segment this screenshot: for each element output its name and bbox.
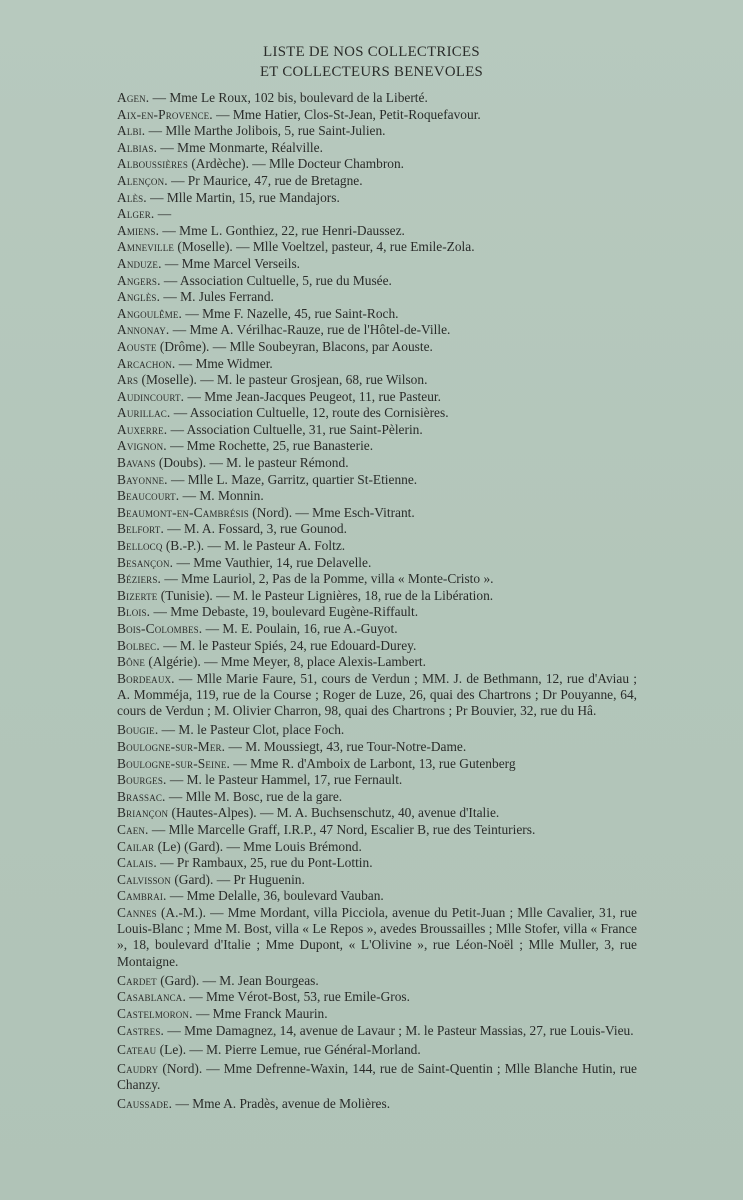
entry-text: — xyxy=(154,206,172,222)
entry-city: Bourges. xyxy=(117,772,167,788)
entry-city: Bois-Colombes. xyxy=(117,621,203,636)
list-item xyxy=(117,671,637,720)
entry-text: — M. Jules Ferrand. xyxy=(160,289,274,305)
entry-text: — Mlle Martin, 15, rue Mandajors. xyxy=(146,189,340,205)
list-item xyxy=(117,1006,637,1022)
entry-city: Calais. xyxy=(117,855,157,871)
entry-text: — Mme Lauriol, 2, Pas de la Pomme, villa « Monte-Cristo ». xyxy=(160,571,494,587)
entry-city: Bordeaux. xyxy=(117,670,175,686)
entry-city: Besançon. xyxy=(117,554,174,570)
entry-text: — Mme Vérot-Bost, 53, rue Emile-Gros. xyxy=(185,989,410,1005)
list-item xyxy=(117,306,637,322)
entry-text: (Moselle). — Mlle Voeltzel, pasteur, 4, rue Emile-Zola. xyxy=(174,239,475,255)
list-item xyxy=(117,621,637,637)
entry-city: Bellocq xyxy=(117,538,163,554)
list-item xyxy=(117,356,637,372)
list-item xyxy=(117,405,637,421)
entry-text: — Mme Rochette, 25, rue Banasterie. xyxy=(166,438,374,454)
entry-city: Annonay. xyxy=(117,322,170,338)
list-item xyxy=(117,206,637,222)
entry-text: (Drôme). — Mlle Soubeyran, Blacons, par Aouste. xyxy=(156,338,433,354)
entry-text: (Gard). — M. Jean Bourgeas. xyxy=(156,972,319,988)
list-item xyxy=(117,339,637,355)
list-item xyxy=(117,455,637,471)
page-title xyxy=(0,42,743,82)
entry-city: Belfort. xyxy=(117,521,164,537)
entry-text: (A.-M.). — Mme Mordant, villa Picciola, avenue du Petit-Juan ; Mlle Cavalier, 31, rue Louis-Blanc ; Mme M. Bost, villa « Le Repos », avedes Broussailles ; Mlle Stofer, villa « France », 18, boulevard d'Italie ; Mme Dupont, « L'Olivine », rue Léon-Noël ; Mlle Muller, 3, rue Montaigne. xyxy=(117,904,637,969)
entry-text: — M. le Pasteur Hammel, 17, rue Fernault. xyxy=(166,772,403,788)
entry-text: — Mme Vauthier, 14, rue Delavelle. xyxy=(173,554,372,570)
list-item xyxy=(117,805,637,821)
title-line-1: LISTE DE NOS COLLECTRICES xyxy=(263,44,480,60)
entry-text: — Mme Jean-Jacques Peugeot, 11, rue Pasteur. xyxy=(184,388,441,404)
entry-city: Bolbec. xyxy=(117,637,160,653)
entry-city: Angoulême. xyxy=(117,305,183,321)
entry-city: Caudry xyxy=(117,1060,159,1076)
entry-city: Agen. xyxy=(117,90,150,105)
entry-text: — Association Cultuelle, 5, rue du Musée. xyxy=(160,272,392,288)
list-item xyxy=(117,1061,637,1093)
entry-text: (Algérie). — Mme Meyer, 8, place Alexis-Lambert. xyxy=(145,654,426,670)
entry-city: Alès. xyxy=(117,189,147,205)
entry-text: (Gard). — Pr Huguenin. xyxy=(170,871,305,887)
entry-city: Angers. xyxy=(117,272,161,288)
entry-city: Cailar xyxy=(117,838,155,854)
list-item xyxy=(117,638,637,654)
entry-city: Briançon xyxy=(117,805,169,821)
entry-text: (Doubs). — M. le pasteur Rémond. xyxy=(155,455,349,471)
list-item xyxy=(117,1042,637,1058)
list-item xyxy=(117,256,637,272)
collector-list xyxy=(117,90,637,1113)
entry-city: Boulogne-sur-Seine. xyxy=(117,755,230,771)
list-item xyxy=(117,239,637,255)
list-item xyxy=(117,289,637,305)
entry-text: — Association Cultuelle, 31, rue Saint-Pèlerin. xyxy=(167,421,423,437)
entry-text: — M. A. Fossard, 3, rue Gounod. xyxy=(163,521,347,537)
entry-city: Anduze. xyxy=(117,255,162,271)
entry-text: — M. Moussiegt, 43, rue Tour-Notre-Dame. xyxy=(225,738,467,754)
entry-text: — Pr Maurice, 47, rue de Bretagne. xyxy=(167,172,363,188)
entry-city: Alençon. xyxy=(117,172,168,188)
list-item xyxy=(117,973,637,989)
entry-city: Arcachon. xyxy=(117,355,176,371)
list-item xyxy=(117,488,637,504)
list-item xyxy=(117,855,637,871)
list-item xyxy=(117,372,637,388)
entry-city: Castelmoron. xyxy=(117,1005,193,1021)
list-item xyxy=(117,123,637,139)
entry-city: Bône xyxy=(117,654,146,670)
list-item xyxy=(117,654,637,670)
entry-city: Beaumont-en-Cambrésis xyxy=(117,504,249,520)
list-item xyxy=(117,107,637,123)
entry-text: — Mme L. Gonthiez, 22, rue Henri-Daussez. xyxy=(159,222,405,238)
entry-text: — Mlle Marcelle Graff, I.R.P., 47 Nord, Escalier B, rue des Teinturiers. xyxy=(148,821,536,837)
entry-text: — M. Monnin. xyxy=(179,488,264,504)
entry-city: Albi. xyxy=(117,123,146,139)
entry-text: — Mme A. Pradès, avenue de Molières. xyxy=(172,1096,391,1112)
entry-text: — Pr Rambaux, 25, rue du Pont-Lottin. xyxy=(156,855,373,871)
title-line-2: ET COLLECTEURS BENEVOLES xyxy=(259,64,484,80)
entry-text: — Association Cultuelle, 12, route des Cornisières. xyxy=(170,405,449,421)
list-item xyxy=(117,756,637,772)
entry-text: — Mme Marcel Verseils. xyxy=(161,255,301,271)
entry-text: — Mme Franck Maurin. xyxy=(192,1005,328,1021)
entry-city: Alger. xyxy=(117,206,155,222)
entry-city: Audincourt. xyxy=(117,388,185,404)
entry-city: Calvisson xyxy=(117,871,171,887)
entry-city: Beaucourt. xyxy=(117,488,180,504)
list-item xyxy=(117,422,637,438)
entry-text: — Mme Monmarte, Réalville. xyxy=(157,139,323,155)
entry-city: Cannes xyxy=(117,904,157,920)
list-item xyxy=(117,989,637,1005)
entry-text: — Mme Widmer. xyxy=(175,355,273,371)
entry-city: Béziers. xyxy=(117,571,161,587)
entry-text: — M. le Pasteur Clot, place Foch. xyxy=(158,722,345,738)
entry-text: (Hautes-Alpes). — M. A. Buchsenschutz, 40, avenue d'Italie. xyxy=(168,805,500,821)
entry-city: Brassac. xyxy=(117,788,166,804)
list-item xyxy=(117,822,637,838)
entry-text: (Nord). — Mme Defrenne-Waxin, 144, rue de Saint-Quentin ; Mlle Blanche Hutin, rue Chanzy. xyxy=(117,1060,637,1093)
list-item xyxy=(117,555,637,571)
entry-text: — Mme Damagnez, 14, avenue de Lavaur ; M. le Pasteur Massias, 27, rue Louis-Vieu. xyxy=(164,1022,634,1038)
entry-text: — Mme Debaste, 19, boulevard Eugène-Riffault. xyxy=(150,604,419,620)
list-item xyxy=(117,905,637,970)
entry-text: (Tunisie). — M. le Pasteur Lignières, 18, rue de la Libération. xyxy=(157,587,494,603)
entry-text: (Nord). — Mme Esch-Vitrant. xyxy=(248,504,415,520)
entry-text: — Mme Delalle, 36, boulevard Vauban. xyxy=(166,888,384,904)
entry-text: — Mlle M. Bosc, rue de la gare. xyxy=(165,788,343,804)
entry-city: Bavans xyxy=(117,455,156,471)
list-item xyxy=(117,789,637,805)
list-item xyxy=(117,571,637,587)
entry-city: Aix-en-Provence. xyxy=(117,106,213,122)
list-item xyxy=(117,839,637,855)
entry-text: — Mlle L. Maze, Garritz, quartier St-Etienne. xyxy=(167,471,418,487)
entry-text: — Mme R. d'Amboix de Larbont, 13, rue Gutenberg xyxy=(230,755,516,771)
list-item xyxy=(117,140,637,156)
entry-city: Cateau xyxy=(117,1041,157,1057)
entry-city: Anglès. xyxy=(117,289,161,305)
entry-text: — Mme F. Nazelle, 45, rue Saint-Roch. xyxy=(182,305,399,321)
entry-city: Amiens. xyxy=(117,222,160,238)
entry-city: Casablanca. xyxy=(117,989,186,1005)
list-item xyxy=(117,173,637,189)
entry-city: Caussade. xyxy=(117,1096,173,1112)
list-item xyxy=(117,888,637,904)
entry-city: Ars xyxy=(117,372,139,388)
entry-city: Amneville xyxy=(117,239,175,255)
entry-city: Cardet xyxy=(117,972,157,988)
entry-text: — Mlle Marthe Jolibois, 5, rue Saint-Julien. xyxy=(145,123,386,139)
entry-text: — Mlle Marie Faure, 51, cours de Verdun ; MM. J. de Bethmann, 12, rue d'Aviau ; A. Momméja, 119, rue de la Course ; Roger de Luze, 26, quai des Chartrons ; Dr Pouyanne, 64, cours de Verdun ; M. Olivier Charron, 98, quai des Chartrons ; Pr Bouvier, 32, rue du Hâ. xyxy=(117,670,637,719)
list-item xyxy=(117,156,637,172)
entry-city: Bougie. xyxy=(117,722,159,738)
entry-text: (Le) (Gard). — Mme Louis Brémond. xyxy=(154,838,362,854)
entry-city: Caen. xyxy=(117,821,149,837)
list-item xyxy=(117,223,637,239)
list-item xyxy=(117,588,637,604)
entry-city: Aouste xyxy=(117,338,157,354)
entry-city: Bizerte xyxy=(117,587,158,603)
list-item xyxy=(117,772,637,788)
entry-city: Aurillac. xyxy=(117,405,171,421)
entry-text: (Ardèche). — Mlle Docteur Chambron. xyxy=(187,156,405,172)
entry-text: (B.-P.). — M. le Pasteur A. Foltz. xyxy=(162,538,346,554)
list-item xyxy=(117,1023,637,1039)
entry-city: Bayonne. xyxy=(117,471,168,487)
list-item xyxy=(117,505,637,521)
entry-city: Castres. xyxy=(117,1022,164,1038)
entry-text: — M. E. Poulain, 16, rue A.-Guyot. xyxy=(202,621,398,636)
entry-text: — Mme Le Roux, 102 bis, boulevard de la Liberté. xyxy=(149,90,428,105)
entry-text: — Mme A. Vérilhac-Rauze, rue de l'Hôtel-de-Ville. xyxy=(169,322,451,338)
list-item xyxy=(117,722,637,738)
list-item xyxy=(117,389,637,405)
entry-city: Avignon. xyxy=(117,438,167,454)
list-item xyxy=(117,872,637,888)
list-item xyxy=(117,90,637,106)
entry-city: Auxerre. xyxy=(117,421,168,437)
entry-text: — M. le Pasteur Spiés, 24, rue Edouard-Durey. xyxy=(159,637,417,653)
list-item xyxy=(117,521,637,537)
list-item xyxy=(117,472,637,488)
entry-text: — Mme Hatier, Clos-St-Jean, Petit-Roquefavour. xyxy=(212,106,481,122)
entry-city: Cambrai. xyxy=(117,888,167,904)
list-item xyxy=(117,322,637,338)
entry-text: (Le). — M. Pierre Lemue, rue Général-Morland. xyxy=(156,1041,421,1057)
entry-text: (Moselle). — M. le pasteur Grosjean, 68, rue Wilson. xyxy=(138,372,428,388)
entry-city: Alboussières xyxy=(117,156,188,172)
list-item xyxy=(117,739,637,755)
entry-city: Boulogne-sur-Mer. xyxy=(117,738,226,754)
list-item xyxy=(117,273,637,289)
list-item xyxy=(117,190,637,206)
entry-city: Albias. xyxy=(117,139,158,155)
list-item xyxy=(117,538,637,554)
list-item xyxy=(117,604,637,620)
entry-city: Blois. xyxy=(117,604,151,620)
list-item xyxy=(117,1096,637,1112)
list-item xyxy=(117,438,637,454)
